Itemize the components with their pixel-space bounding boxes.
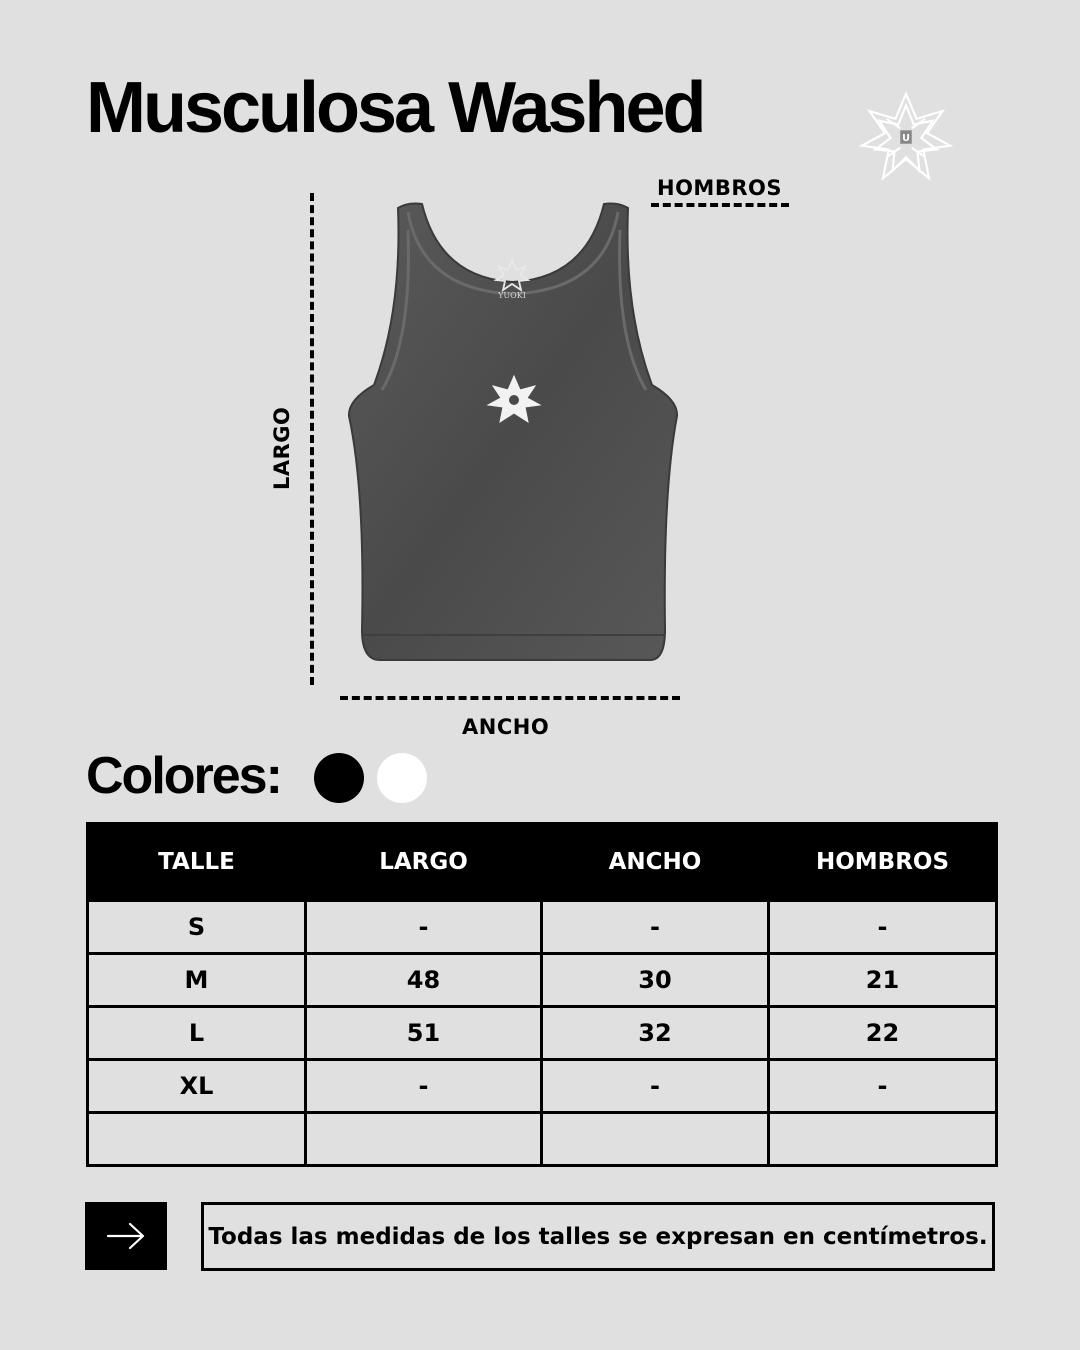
ancho-dashed-line — [340, 696, 680, 700]
table-row — [88, 1060, 997, 1113]
largo-label: LARGO — [270, 406, 294, 490]
header-talle: TALLE — [88, 824, 306, 901]
cell-talle: S — [88, 901, 306, 954]
header-hombros: HOMBROS — [769, 824, 997, 901]
cell-largo: 51 — [306, 1007, 542, 1060]
colores-label: Colores: — [86, 747, 281, 805]
largo-dashed-line — [310, 193, 314, 685]
cell-ancho: - — [542, 901, 769, 954]
cell-hombros — [769, 1113, 997, 1166]
cell-hombros: - — [769, 1060, 997, 1113]
cell-ancho: - — [542, 1060, 769, 1113]
color-swatch-black[interactable] — [314, 753, 364, 803]
cell-talle: M — [88, 954, 306, 1007]
cell-ancho — [542, 1113, 769, 1166]
table-row — [88, 901, 997, 954]
table-header-row — [88, 824, 997, 901]
cell-talle: XL — [88, 1060, 306, 1113]
arrow-right-icon — [106, 1221, 146, 1251]
cell-largo: 48 — [306, 954, 542, 1007]
cell-largo: - — [306, 901, 542, 954]
cell-hombros: 22 — [769, 1007, 997, 1060]
cell-talle: L — [88, 1007, 306, 1060]
header-largo: LARGO — [306, 824, 542, 901]
cell-ancho: 32 — [542, 1007, 769, 1060]
tank-top-image — [330, 190, 700, 670]
arrow-button[interactable] — [85, 1202, 167, 1270]
ancho-label: ANCHO — [462, 715, 550, 739]
cell-hombros: - — [769, 901, 997, 954]
cell-ancho: 30 — [542, 954, 769, 1007]
hombros-label: HOMBROS — [657, 176, 782, 200]
table-row — [88, 1113, 997, 1166]
svg-text:U: U — [902, 132, 910, 144]
cell-largo — [306, 1113, 542, 1166]
brand-logo — [858, 90, 954, 186]
cell-largo: - — [306, 1060, 542, 1113]
measurement-note: Todas las medidas de los talles se expresan en centímetros. — [201, 1202, 995, 1271]
table-row — [88, 954, 997, 1007]
cell-hombros: 21 — [769, 954, 997, 1007]
color-swatch-white[interactable] — [377, 753, 427, 803]
svg-text:YUOKI: YUOKI — [498, 291, 526, 300]
table-row — [88, 1007, 997, 1060]
header-ancho: ANCHO — [542, 824, 769, 901]
size-table — [86, 822, 998, 1167]
cell-talle — [88, 1113, 306, 1166]
page-title: Musculosa Washed — [86, 68, 704, 148]
